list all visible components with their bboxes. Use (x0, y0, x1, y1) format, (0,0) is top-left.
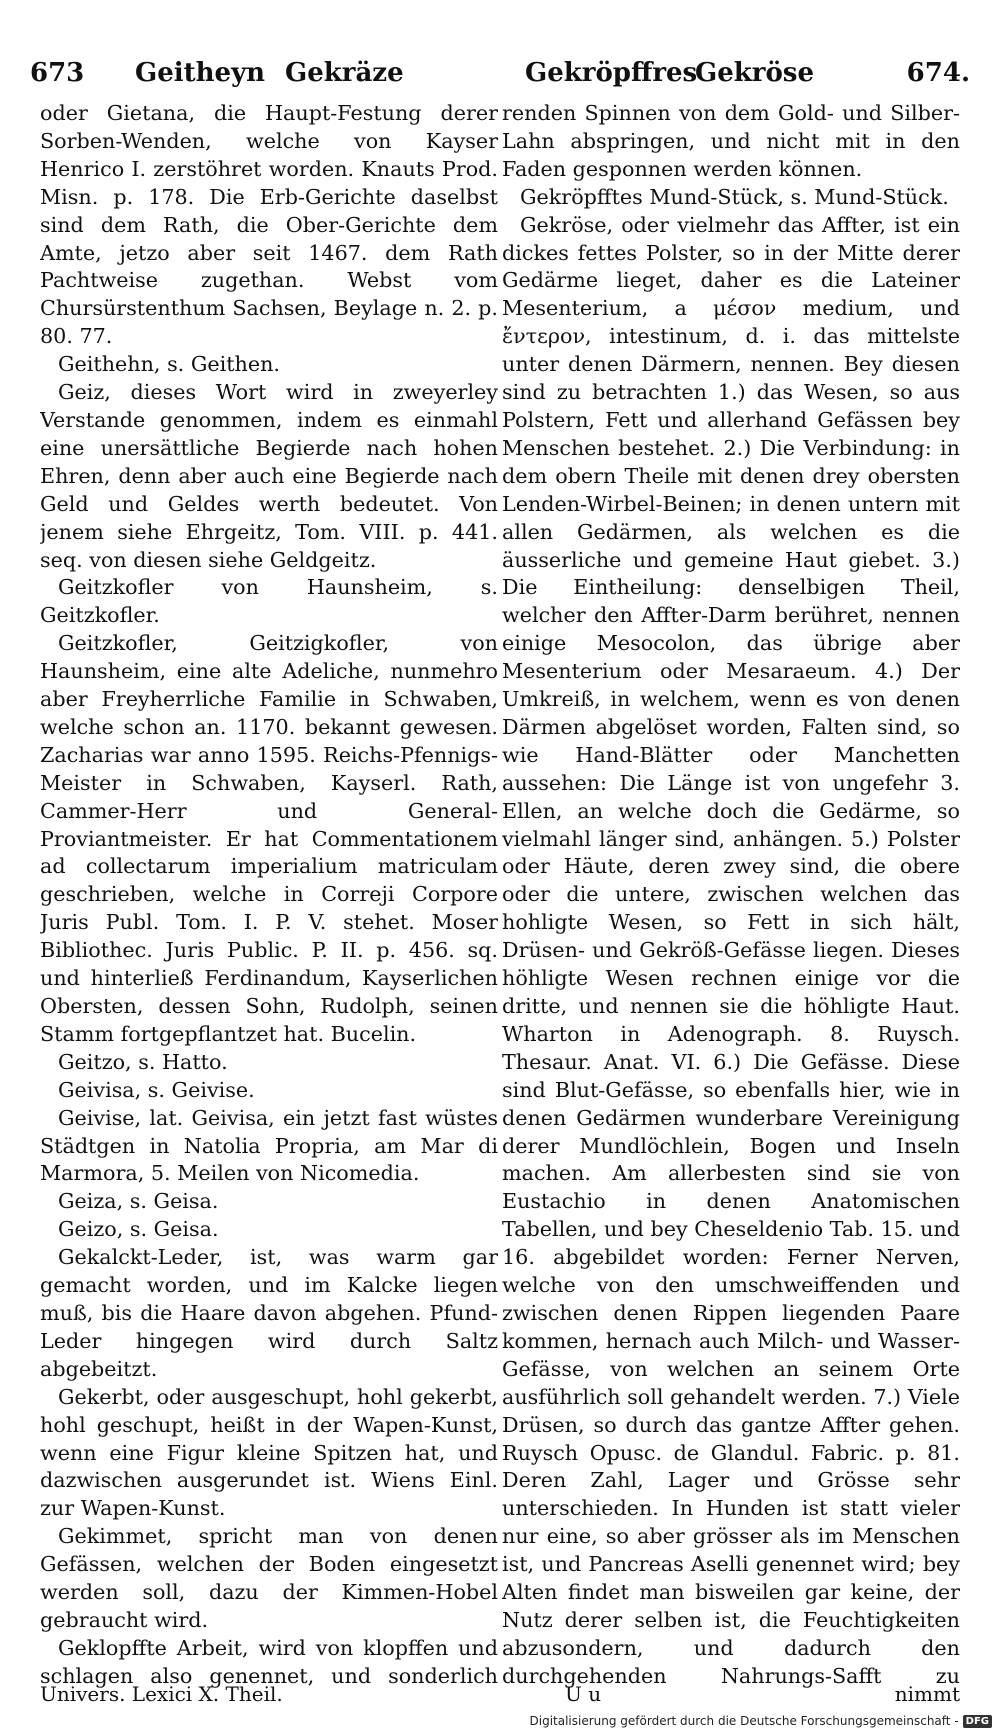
credit-text: Digitalisierung gefördert durch die Deutsche Forschungsgemeinschaft - (529, 1714, 959, 1728)
lexicon-entry: Geitzkofler, Geitzigkofler, von Haunsheim, eine alte Adeliche, nunmehro aber Freyherrliche Familie in Schwaben, welche schon an. 1170. bekannt gewesen. Zacharias war anno 1595. Reichs-Pfennigs-Meister in Schwaben, Kayserl. Rath, Cammer-Herr und General-Proviantmeister. Er hat Commentationem ad collectarum imperialium matriculam geschrieben, welche in Correji Corpore Juris Publ. Tom. I. P. V. stehet. Moser Bibliothec. Juris Public. P. II. p. 456. sq. und hinterließ Ferdinandum, Kayserlichen Obersten, dessen Sohn, Rudolph, seinen Stamm fortgepflantzet hat. Bucelin. (40, 631, 498, 1046)
signature-left: Univers. Lexici X. Theil. (40, 1682, 283, 1706)
page-header (30, 58, 970, 88)
right-column (502, 100, 960, 1690)
right-catchword-2: Gekröse (695, 58, 814, 88)
lexicon-entry: Gekröpfftes Mund-Stück, s. Mund-Stück. (520, 184, 949, 209)
dfg-logo-icon: DFG (963, 1715, 992, 1728)
lexicon-entry: Gekröse, oder vielmehr das Affter, ist ein dickes fettes Polster, so in der Mitte derer Gedärme lieget, daher es die Lateiner Mesenterium, a μέσον medium, und ἔντερον, intestinum, d. i. das mittelste unter denen Därmern, nennen. Bey diesen sind zu betrachten 1.) das Wesen, so aus Polstern, Fett und allerhand Gefässen bey Menschen bestehet. 2.) Die Verbindung: in dem obern Theile mit denen drey obersten Lenden-Wirbel-Beinen; in denen untern mit allen Gedärmen, als welchen es die äusserliche und gemeine Haut giebet. 3.) Die Eintheilung: denselbigen Theil, welcher den Affter-Darm berühret, nennen einige Mesocolon, das übrige aber Mesenterium oder Mesaraeum. 4.) Der Umkreiß, in welchem, wenn es von denen Därmen abgelöset worden, Falten sind, so wie Hand-Blätter oder Manchetten aussehen: Die Länge ist von ungefehr 3. Ellen, an welche doch die Gedärme, so vielmahl länger sind, anhängen. 5.) Polster oder Häute, deren zwey sind, die obere oder die untere, zwischen welchen das hohligte Wesen, so Fett in sich hält, Drüsen- und Gekröß-Gefässe liegen. Dieses höhligte Wesen rechnen einige vor die dritte, und nennen sie die höhligte Haut. Wharton in Adenograph. 8. Ruysch. Thesaur. Anat. VI. 6.) Die Gefässe. Diese sind Blut-Gefässe, so ebenfalls hier, wie in denen Gedärmen wunderbare Vereinigung derer Mundlöchlein, Bogen und Inseln machen. Am allerbesten sind sie von Eustachio in denen Anatomischen Tabellen, und bey Cheseldenio Tab. 15. und 16. abgebildet worden: Ferner Nerven, welche von den umschweiffenden und zwischen denen Rippen liegenden Paare kommen, hernach auch Milch- und Wasser-Gefässe, von welchen an seinem Orte ausführlich soll gehandelt werden. 7.) Viele Drüsen, so durch das gantze Affter gehen. Ruysch Opusc. de Glandul. Fabric. p. 81. Deren Zahl, Lager und Grösse sehr unterschieden. In Hunden ist statt vieler nur eine, so aber grösser als im Menschen ist, und Pancreas Aselli genennet wird; bey Alten findet man bisweilen gar keine, der Nutz derer selben ist, die Feuchtigkeiten abzusondern, und dadurch den durchgehenden Nahrungs-Safft zu (502, 212, 960, 1688)
left-catchword-1: Geitheyn (135, 58, 266, 88)
left-catchword-2: Gekräze (285, 58, 404, 88)
continued-entry: oder Gietana, die Haupt-Festung derer Sorben-Wenden, welche von Kayser Henrico I. zerstöhret worden. Knauts Prod. Misn. p. 178. Die Erb-Gerichte daselbst sind dem Rath, die Ober-Gerichte dem Amte, jetzo aber seit 1467. dem Rath Pachtweise zugethan. Webst vom Chursürstenthum Sachsen, Beylage n. 2. p. 80. 77. (40, 101, 498, 349)
lexicon-entry: Geitzkofler von Haunsheim, s. Geitzkofler. (40, 575, 498, 628)
lexicon-entry: Geiz, dieses Wort wird in zweyerley Verstande genommen, indem es einmahl eine unersättliche Begierde nach hohen Ehren, denn aber auch eine Begierde nach Geld und Geldes werth bedeutet. Von jenem siehe Ehrgeitz, Tom. VIII. p. 441. seq. von diesen siehe Geldgeitz. (40, 380, 498, 572)
lexicon-entry: Geiza, s. Geisa. (58, 1189, 219, 1214)
signature-middle: U u (565, 1682, 602, 1706)
lexicon-entry: Gekalckt-Leder, ist, was warm gar gemacht worden, und im Kalcke liegen muß, bis die Haare davon abgehen. Pfund-Leder hingegen wird durch Saltz abgebeitzt. (40, 1245, 498, 1381)
catchword-right: nimmt (894, 1682, 960, 1706)
right-page-number: 674. (906, 58, 970, 88)
lexicon-entry: Gekimmet, spricht man von denen Gefässen, welchen der Boden eingesetzt werden soll, dazu der Kimmen-Hobel gebraucht wird. (40, 1524, 498, 1632)
lexicon-entry: Geivise, lat. Geivisa, ein jetzt fast wüstes Städtgen in Natolia Propria, am Mar di Marmora, 5. Meilen von Nicomedia. (40, 1105, 498, 1186)
lexicon-entry: Gekerbt, oder ausgeschupt, hohl gekerbt, hohl geschupt, heißt in der Wapen-Kunst, wenn eine Figur kleine Spitzen hat, und dazwischen ausgerundet ist. Wiens Einl. zur Wapen-Kunst. (40, 1384, 498, 1521)
digitization-credit (530, 1714, 993, 1728)
lexicon-entry: Geklopffte Arbeit, wird von klopffen und schlagen also genennet, und sonderlich (40, 1635, 498, 1688)
lexicon-entry: Geithehn, s. Geithen. (58, 352, 280, 377)
continued-entry: renden Spinnen von dem Gold- und Silber-Lahn abspringen, und nicht mit in den Faden gesponnen werden können. (502, 101, 960, 181)
lexicon-entry: Geitzo, s. Hatto. (58, 1049, 228, 1074)
left-page-number: 673 (30, 58, 85, 88)
right-catchword-1: Gekröpffres (525, 58, 698, 88)
lexicon-entry: Geivisa, s. Geivise. (58, 1077, 255, 1102)
left-column (40, 100, 498, 1690)
lexicon-entry: Geizo, s. Geisa. (58, 1217, 219, 1242)
page-footer (40, 1682, 960, 1712)
